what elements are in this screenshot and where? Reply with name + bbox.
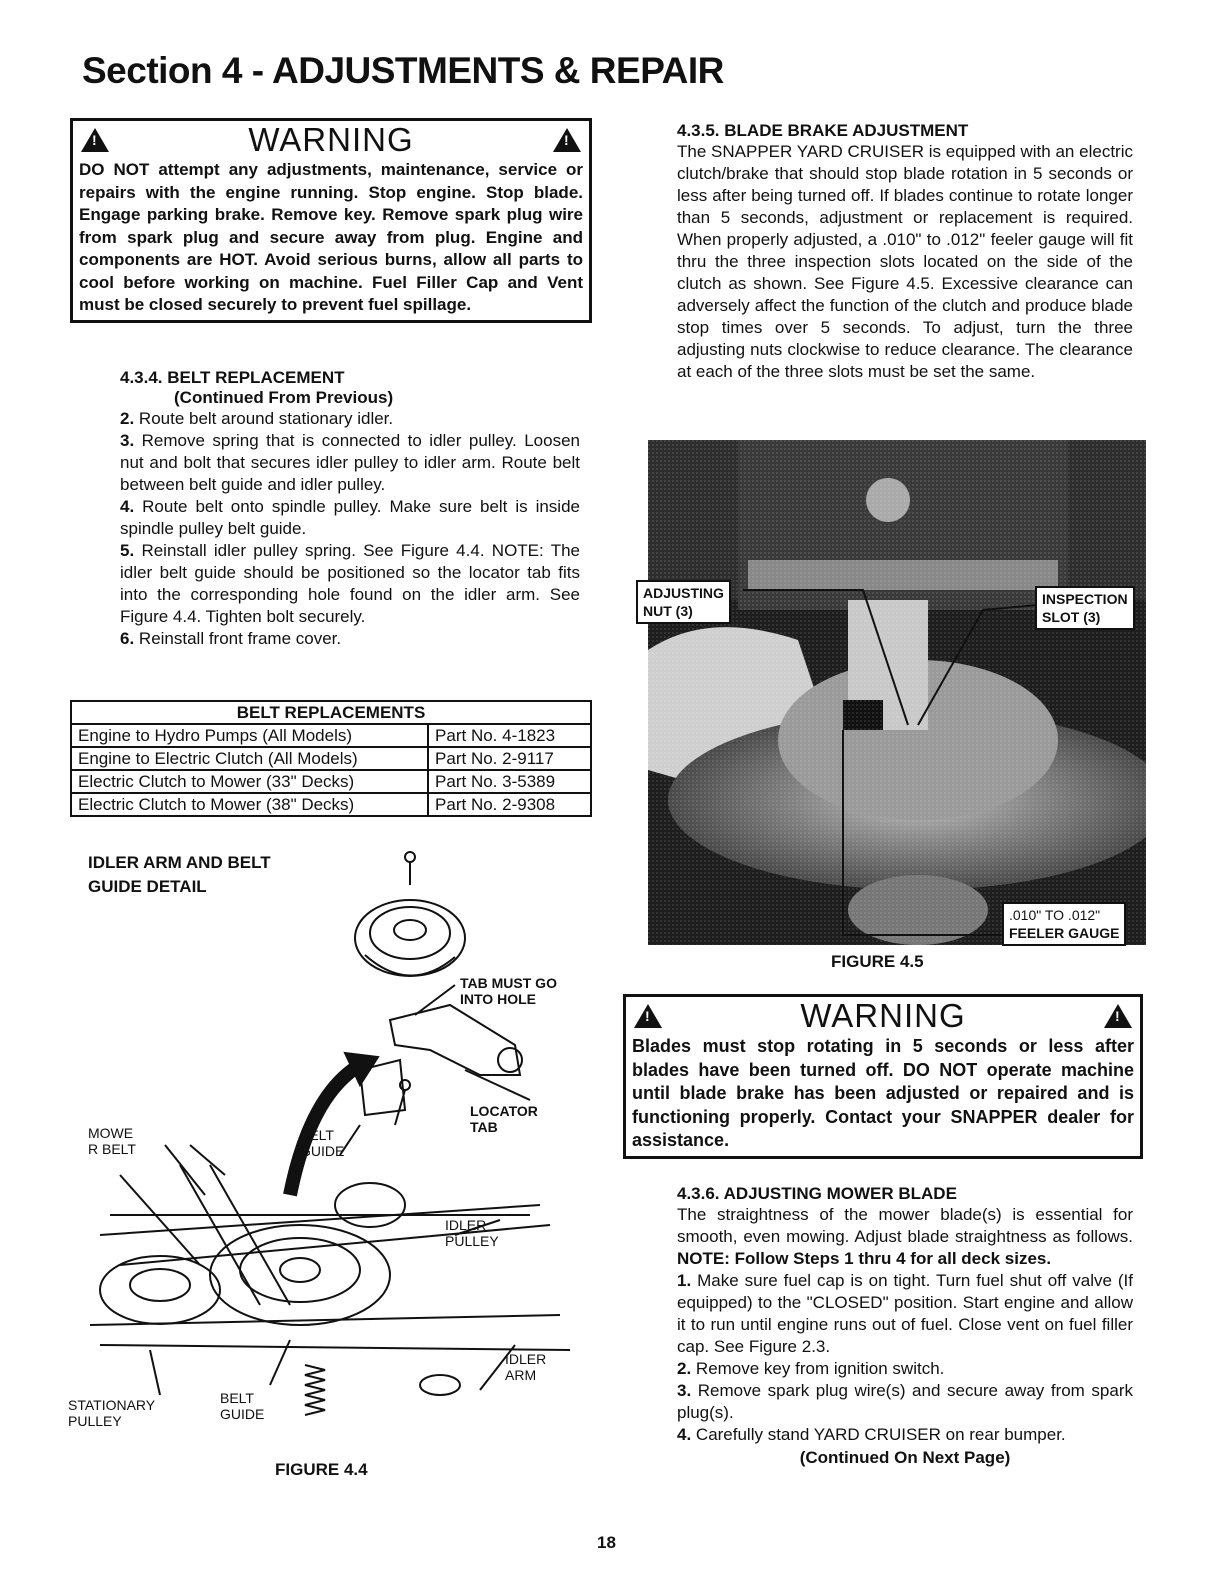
table-cell: Part No. 4-1823 [428, 724, 591, 747]
warning-header [73, 121, 589, 159]
warning-heading: WARNING [800, 997, 966, 1034]
step-1: 1. Make sure fuel cap is on tight. Turn fuel shut off valve (If equipped) to the "CLOSED" position. Start engine and allow it to run until engine runs out of fuel. Close vent on fuel filler cap. See Figure 2.3. [677, 1271, 1133, 1356]
table-row [71, 770, 591, 793]
table-header: BELT REPLACEMENTS [71, 701, 591, 724]
belt-replacement-section [120, 368, 580, 650]
section-heading: 4.3.6. ADJUSTING MOWER BLADE [677, 1184, 957, 1203]
step-2: 2. Remove key from ignition switch. [677, 1359, 945, 1378]
figure-4-5-photo [648, 440, 1146, 945]
warning-triangle-icon [634, 1004, 662, 1028]
step-3: 3. Remove spark plug wire(s) and secure away from spark plug(s). [677, 1381, 1133, 1422]
step-4: 4. Route belt onto spindle pulley. Make sure belt is inside spindle pulley belt guide. [120, 497, 580, 538]
label-stationary-pulley: STATIONARY PULLEY [68, 1397, 156, 1429]
label-idler-pulley: IDLER PULLEY [445, 1217, 499, 1249]
page-number: 18 [597, 1533, 616, 1552]
section-text: The SNAPPER YARD CRUISER is equipped with an electric clutch/brake that should stop blade rotation in 5 seconds or less after being turned off. If blades continue to rotate longer than 5 seconds, adjustment or replacement is required. When properly adjusted, a .010" to .012" feeler gauge will fit thru the three inspection slots located on the side of the clutch as shown. See Figure 4.5. Excessive clearance can adversely affect the function of the clutch and produce blade stop times over 5 seconds. To adjust, turn the three adjusting nuts clockwise to reduce clearance. The clearance at each of the three slots must be set the same. [677, 142, 1133, 381]
table-cell: Engine to Hydro Pumps (All Models) [71, 724, 428, 747]
table-cell: Part No. 2-9117 [428, 747, 591, 770]
warning-box-2 [623, 994, 1143, 1159]
section-intro: The straightness of the mower blade(s) is essential for smooth, even mowing. Adjust blade straightness as follows. NOTE: Follow Steps 1 thru 4 for all deck sizes. [677, 1205, 1133, 1268]
label-inspection-slot: INSPECTION SLOT (3) [1035, 586, 1135, 630]
warning-box-1 [70, 118, 592, 323]
table-cell: Engine to Electric Clutch (All Models) [71, 747, 428, 770]
belt-replacements-table [70, 700, 592, 817]
table-row [71, 724, 591, 747]
page-title: Section 4 - ADJUSTMENTS & REPAIR [82, 50, 724, 91]
section-heading: 4.3.4. BELT REPLACEMENT [120, 368, 345, 387]
label-adjusting-nut: ADJUSTING NUT (3) [636, 580, 731, 624]
label-tab-must-go: TAB MUST GO INTO HOLE [460, 975, 557, 1007]
warning-heading: WARNING [248, 121, 414, 158]
clutch-photo-image [648, 440, 1146, 945]
label-belt-guide-2: BELT GUIDE [220, 1390, 265, 1422]
section-heading: 4.3.5. BLADE BRAKE ADJUSTMENT [677, 121, 969, 140]
step-4: 4. Carefully stand YARD CRUISER on rear bumper. [677, 1425, 1066, 1444]
table-header-row [71, 701, 591, 724]
label-idler-arm: IDLER ARM [505, 1351, 547, 1383]
warning-triangle-icon [1104, 1004, 1132, 1028]
table-cell: Part No. 2-9308 [428, 793, 591, 816]
label-locator-tab: LOCATOR TAB [470, 1103, 538, 1135]
figure-caption: FIGURE 4.4 [275, 1460, 368, 1479]
table-row [71, 747, 591, 770]
mower-blade-section [677, 1184, 1133, 1468]
warning-text: Blades must stop rotating in 5 seconds or less after blades have been turned off. DO NOT operate machine until blade brake has been adjusted or repaired and is functioning properly. Contact your SNAPPER dealer for assistance. [632, 1036, 1134, 1150]
step-5: 5. Reinstall idler pulley spring. See Figure 4.4. NOTE: The idler belt guide should be positioned so the locator tab fits into the corresponding hole found on the idler arm. See Figure 4.4. Tighten bolt securely. [120, 541, 580, 626]
label-mower-belt: MOWE R BELT [88, 1125, 136, 1157]
table-cell: Part No. 3-5389 [428, 770, 591, 793]
warning-text: DO NOT attempt any adjustments, maintenance, service or repairs with the engine running. Stop engine. Stop blade. Engage parking brake. Remove key. Remove spark plug wire from spark plug and secure away from plug. Engine and components are HOT. Avoid serious burns, allow all parts to cool before working on machine. Fuel Filler Cap and Vent must be closed securely to prevent fuel spillage. [79, 160, 583, 314]
label-feeler-gauge: .010" TO .012" FEELER GAUGE [1002, 902, 1126, 946]
table-cell: Electric Clutch to Mower (38" Decks) [71, 793, 428, 816]
continued-note: (Continued On Next Page) [799, 1448, 1011, 1467]
warning-triangle-icon [81, 128, 109, 152]
warning-header [626, 997, 1140, 1035]
label-belt-guide: BELT GUIDE [300, 1127, 345, 1159]
warning-triangle-icon [553, 128, 581, 152]
step-6: 6. Reinstall front frame cover. [120, 629, 342, 648]
step-3: 3. Remove spring that is connected to idler pulley. Loosen nut and bolt that secures idler pulley to idler arm. Route belt between belt guide and idler pulley. [120, 431, 580, 494]
section-subheading: (Continued From Previous) [174, 388, 394, 407]
blade-brake-section [677, 121, 1133, 383]
table-row [71, 793, 591, 816]
figure-caption: FIGURE 4.5 [831, 952, 924, 971]
figure-title: IDLER ARM AND BELT GUIDE DETAIL [88, 853, 271, 896]
figure-4-4 [60, 845, 600, 1495]
table-cell: Electric Clutch to Mower (33" Decks) [71, 770, 428, 793]
step-2: 2. Route belt around stationary idler. [120, 409, 394, 428]
